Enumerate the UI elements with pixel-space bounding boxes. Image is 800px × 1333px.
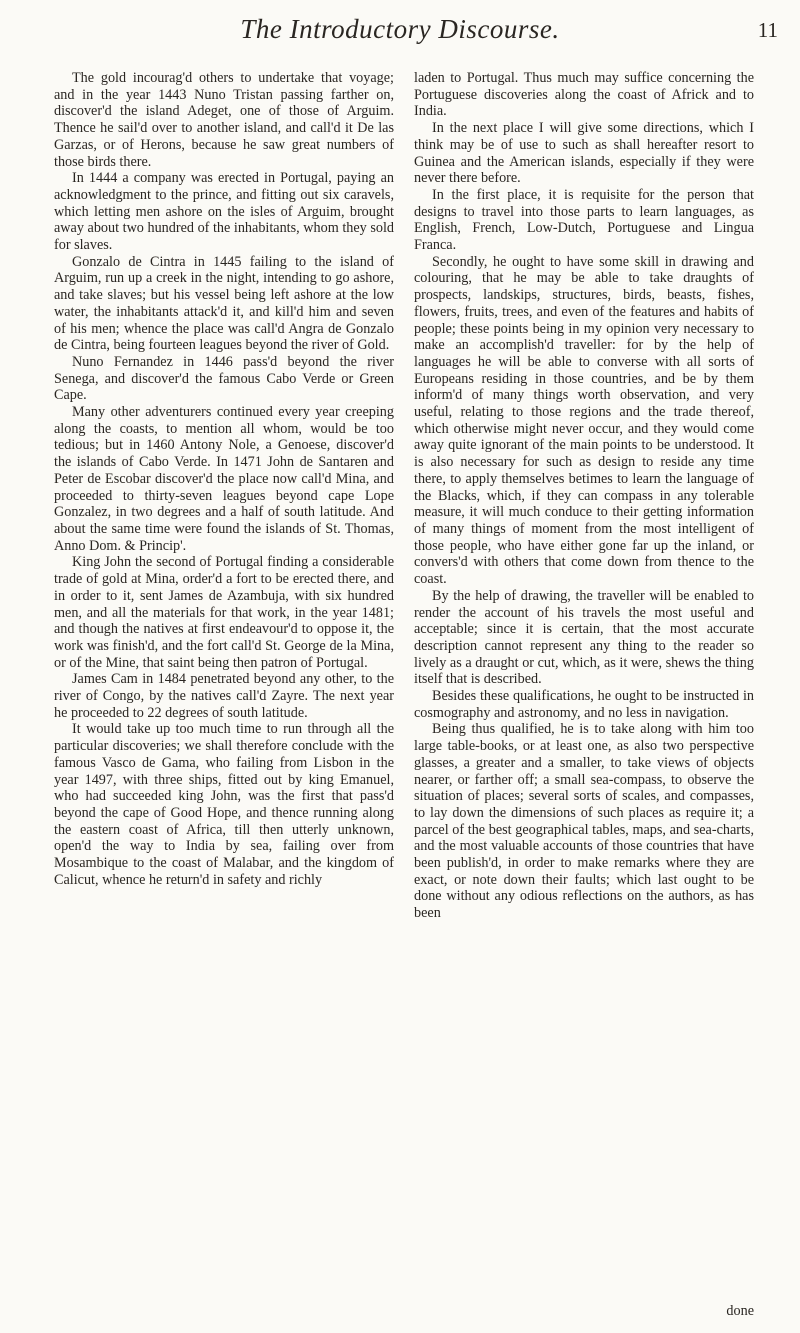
paragraph: Secondly, he ought to have some skill in drawing and colouring, that he may be able to take draughts of prospects, landskips, structures, birds, beasts, fishes, flowers, fruits, trees, and even of the features and habits of people; these points being in my opinion very necessary to make an accomplish'd traveller: for by the help of languages he will be able to converse with all sorts of Europeans residing in those countries, and be by them inform'd of many things worth observation, and very useful, relating to those regions and the trade thereof, which otherwise might never occur, and they would come away quite ignorant of the main points to be understood. It is also necessary for such as design to reside any time there, to apply themselves betimes to learn the language of the Blacks, which, if they can compass in any tolerable measure, it will much conduce to their getting information of many things of moment from the most intelligent of those people, who have either gone far up the inland, or convers'd with others that come down from thence to the coast. [414,253,754,588]
running-head [0,14,800,54]
catchword: done [726,1303,754,1319]
paragraph: In 1444 a company was erected in Portugal, paying an acknowledgment to the prince, and fitting out six caravels, which letting men ashore on the isles of Arguim, brought away about two hundred of the inhabitants, whom they sold for slaves. [54,170,394,254]
paragraph: In the next place I will give some directions, which I think may be of use to such as shall hereafter resort to Guinea and the American islands, especially if they were never there before. [414,120,754,187]
paragraph: Many other adventurers continued every year creeping along the coasts, to mention all whom, would be too tedious; but in 1460 Antony Nole, a Genoese, discover'd the islands of Cabo Verde. In 1471 John de Santaren and Peter de Escobar discover'd the place now call'd Mina, and proceeded to thirty-seven leagues beyond cape Lope Gonzalez, in two degrees and a half of south latitude. And about the same time were found the islands of St. Thomas, Anno Dom. & Princip'. [54,404,394,554]
paragraph: The gold incourag'd others to undertake that voyage; and in the year 1443 Nuno Tristan passing farther on, discover'd the island Adeget, one of those of Arguim. Thence he sail'd over to another island, and call'd it De las Garzas, or of Herons, because he saw great numbers of those birds there. [54,70,394,170]
paragraph: James Cam in 1484 penetrated beyond any other, to the river of Congo, by the natives call'd Zayre. The next year he proceeded to 22 degrees of south latitude. [54,671,394,721]
paragraph: laden to Portugal. Thus much may suffice concerning the Portuguese discoveries along the coast of Africk and to India. [414,70,754,120]
paragraph: By the help of drawing, the traveller will be enabled to render the account of his travels the most useful and acceptable; since it is certain, that the most accurate description cannot represent any thing to the reader so lively as a draught or cut, which, as it were, shews the thing itself that is described. [414,587,754,688]
paragraph: Being thus qualified, he is to take along with him too large table-books, or at least one, as also two perspective glasses, a greater and a smaller, to take views of objects nearer, or farther off; a small sea-compass, to observe the situation of places; several sorts of scales, and compasses, to lay down the dimensions of such places as require it; a parcel of the best geographical tables, maps, and sea-charts, and the most valuable accounts of those countries that have been publish'd, in order to make remarks where they are exact, or note down their faults; which last ought to be done without any odious reflections on the authors, as has been [414,721,754,922]
paragraph: King John the second of Portugal finding a considerable trade of gold at Mina, order'd a fort to be erected there, and in order to it, sent James de Azambuja, with six hundred men, and all the materials for that work, in the year 1481; and though the natives at first endeavour'd to oppose it, the work was finish'd, and the fort call'd St. George de la Mina, or of the Mine, that saint being then patron of Portugal. [54,554,394,671]
paragraph: In the first place, it is requisite for the person that designs to travel into those parts to learn languages, as English, French, Low-Dutch, Portuguese and Lingua Franca. [414,186,754,254]
paragraph: Gonzalo de Cintra in 1445 failing to the island of Arguim, run up a creek in the night, intending to go ashore, and take slaves; but his vessel being left ashore at the low water, the inhabitants attack'd it, and kill'd him and seven of his men; whence the place was call'd Angra de Gonzalo de Cintra, being fourteen leagues beyond the river of Gold. [54,253,394,354]
right-column [414,70,754,922]
paragraph: Besides these qualifications, he ought to be instructed in cosmography and astronomy, and no less in navigation. [414,688,754,721]
left-column [54,70,394,888]
paragraph: It would take up too much time to run through all the particular discoveries; we shall therefore conclude with the famous Vasco de Gama, who failing from Lisbon in the year 1497, with three ships, fitted out by king Emanuel, who had succeeded king John, was the first that pass'd beyond the cape of Good Hope, and thence running along the eastern coast of Africa, till then utterly unknown, open'd the way to India by sea, failing over from Mosambique to the coast of Malabar, and the kingdom of Calicut, whence he return'd in safety and richly [54,721,394,888]
paragraph: Nuno Fernandez in 1446 pass'd beyond the river Senega, and discover'd the famous Cabo Verde or Green Cape. [54,353,394,404]
running-title: The Introductory Discourse. [240,14,560,44]
page-number: 11 [757,18,778,42]
